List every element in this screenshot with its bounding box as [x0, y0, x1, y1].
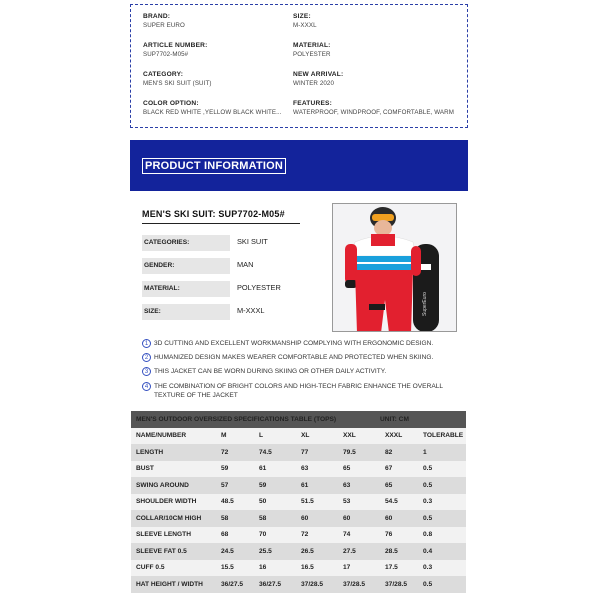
feature-text: HUMANIZED DESIGN MAKES WEARER COMFORTABLE AND PROTECTED WHEN SKIING. [154, 354, 434, 361]
table-cell: 17 [338, 560, 380, 577]
info-cell [293, 42, 457, 71]
feature-item [142, 367, 472, 376]
table-cell: 37/28.5 [338, 576, 380, 593]
spec-row-size [142, 304, 302, 320]
row-label: CUFF 0.5 [131, 560, 216, 577]
table-cell: 27.5 [338, 543, 380, 560]
row-label: HAT HEIGHT / WIDTH [131, 576, 216, 593]
feature-item [142, 339, 472, 348]
skier-illustration [333, 204, 457, 332]
table-row [131, 527, 466, 544]
spec-value: POLYESTER [237, 283, 281, 292]
info-grid [143, 13, 457, 129]
table-cell: 70 [254, 527, 296, 544]
spec-row-material [142, 281, 302, 297]
column-header: L [254, 428, 296, 445]
table-cell: 28.5 [380, 543, 418, 560]
info-value: MEN'S SKI SUIT (SUIT) [143, 80, 212, 87]
circle-number-icon: 1 [142, 339, 151, 348]
spec-row-gender [142, 258, 302, 274]
table-header-row [131, 428, 466, 445]
table-cell: 68 [216, 527, 254, 544]
table-cell: 17.5 [380, 560, 418, 577]
info-label: FEATURES: [293, 100, 333, 107]
table-cell: 76 [380, 527, 418, 544]
table-cell: 24.5 [216, 543, 254, 560]
table-row [131, 543, 466, 560]
table-cell: 60 [296, 510, 338, 527]
table-cell: 61 [254, 461, 296, 478]
table-cell: 61 [296, 477, 338, 494]
spec-label: MATERIAL: [142, 281, 230, 297]
info-label: ARTICLE NUMBER: [143, 42, 208, 49]
spec-label: SIZE: [142, 304, 230, 320]
table-cell: 77 [296, 444, 338, 461]
info-value: WINTER 2020 [293, 80, 334, 87]
table-cell: 58 [254, 510, 296, 527]
table-row [131, 477, 466, 494]
table-cell: 1 [418, 444, 466, 461]
table-cell: 53 [338, 494, 380, 511]
table-cell: 82 [380, 444, 418, 461]
spec-row-categories [142, 235, 302, 251]
table-row [131, 510, 466, 527]
title-underline [142, 223, 300, 224]
table-title: MEN'S OUTDOOR OVERSIZED SPECIFICATIONS TABLE (TOPS) [136, 415, 337, 423]
table-cell: 37/28.5 [296, 576, 338, 593]
table-cell: 72 [296, 527, 338, 544]
info-label: CATEGORY: [143, 71, 184, 78]
spec-value: MAN [237, 260, 254, 269]
info-label: NEW ARRIVAL: [293, 71, 344, 78]
table-cell: 51.5 [296, 494, 338, 511]
feature-text: THE COMBINATION OF BRIGHT COLORS AND HIGH-TECH FABRIC ENHANCE THE OVERALL TEXTURE OF THE JACKET [154, 383, 443, 399]
table-cell: 74 [338, 527, 380, 544]
spec-label: CATEGORIES: [142, 235, 230, 251]
row-label: BUST [131, 461, 216, 478]
column-header: XXXL [380, 428, 418, 445]
product-information-banner [130, 140, 468, 191]
table-cell: 74.5 [254, 444, 296, 461]
info-cell [143, 71, 293, 100]
table-cell: 54.5 [380, 494, 418, 511]
table-row [131, 560, 466, 577]
table-cell: 26.5 [296, 543, 338, 560]
table-cell: 0.5 [418, 477, 466, 494]
row-label: LENGTH [131, 444, 216, 461]
info-value: M-XXXL [293, 22, 317, 29]
circle-number-icon: 4 [142, 382, 151, 391]
row-label: SLEEVE LENGTH [131, 527, 216, 544]
row-label: SWING AROUND [131, 477, 216, 494]
table-cell: 72 [216, 444, 254, 461]
spec-value: SKI SUIT [237, 237, 268, 246]
circle-number-icon: 3 [142, 367, 151, 376]
info-label: BRAND: [143, 13, 171, 20]
table-cell: 16 [254, 560, 296, 577]
column-header: M [216, 428, 254, 445]
table-cell: 0.5 [418, 576, 466, 593]
banner-title: PRODUCT INFORMATION [142, 158, 286, 174]
spec-value: M-XXXL [237, 306, 265, 315]
size-specification-table [131, 411, 466, 593]
table-cell: 59 [216, 461, 254, 478]
table-cell: 36/27.5 [216, 576, 254, 593]
table-cell: 65 [380, 477, 418, 494]
table-cell: 0.3 [418, 560, 466, 577]
table-cell: 63 [296, 461, 338, 478]
info-value: WATERPROOF, WINDPROOF, COMFORTABLE, WARM [293, 109, 454, 116]
info-value: SUPER EURO [143, 22, 185, 29]
table-cell: 0.4 [418, 543, 466, 560]
column-header: XL [296, 428, 338, 445]
info-value: BLACK RED WHITE ,YELLOW BLACK WHITE... [143, 109, 282, 116]
feature-item [142, 353, 472, 362]
table-cell: 15.5 [216, 560, 254, 577]
table-cell: 59 [254, 477, 296, 494]
table-cell: 60 [380, 510, 418, 527]
table-cell: 63 [338, 477, 380, 494]
row-label: COLLAR/10CM HIGH [131, 510, 216, 527]
table-row [131, 576, 466, 593]
table-cell: 79.5 [338, 444, 380, 461]
column-header: NAME/NUMBER [131, 428, 216, 445]
info-label: SIZE: [293, 13, 311, 20]
table-cell: 0.3 [418, 494, 466, 511]
table-cell: 0.5 [418, 510, 466, 527]
info-cell [293, 13, 457, 42]
column-header: XXL [338, 428, 380, 445]
product-title: MEN'S SKI SUIT: SUP7702-M05# [142, 209, 285, 219]
snowboard-brand: SuperEuro [422, 292, 428, 316]
info-cell [143, 100, 293, 129]
table-cell: 65 [338, 461, 380, 478]
table-cell: 57 [216, 477, 254, 494]
product-info-box [130, 4, 468, 128]
circle-number-icon: 2 [142, 353, 151, 362]
row-label: SHOULDER WIDTH [131, 494, 216, 511]
table-cell: 25.5 [254, 543, 296, 560]
feature-text: THIS JACKET CAN BE WORN DURING SKIING OR OTHER DAILY ACTIVITY. [154, 368, 387, 375]
table-cell: 0.8 [418, 527, 466, 544]
table-cell: 0.5 [418, 461, 466, 478]
table-cell: 48.5 [216, 494, 254, 511]
product-photo [332, 203, 457, 332]
table-title-row [131, 411, 466, 428]
table-cell: 67 [380, 461, 418, 478]
info-label: COLOR OPTION: [143, 100, 199, 107]
info-cell [293, 100, 457, 129]
table-cell: 50 [254, 494, 296, 511]
info-cell [143, 42, 293, 71]
table-cell: 60 [338, 510, 380, 527]
info-value: POLYESTER [293, 51, 331, 58]
info-value: SUP7702-M05# [143, 51, 189, 58]
table-cell: 37/28.5 [380, 576, 418, 593]
table-cell: 16.5 [296, 560, 338, 577]
table-cell: 36/27.5 [254, 576, 296, 593]
info-label: MATERIAL: [293, 42, 331, 49]
table-cell: 58 [216, 510, 254, 527]
table-unit: UNIT: CM [380, 415, 409, 423]
column-header: TOLERABLE [418, 428, 466, 445]
info-cell [293, 71, 457, 100]
feature-item [142, 382, 472, 400]
table-row [131, 461, 466, 478]
feature-text: 3D CUTTING AND EXCELLENT WORKMANSHIP COMPLYING WITH ERGONOMIC DESIGN. [154, 340, 434, 347]
info-cell [143, 13, 293, 42]
table-row [131, 494, 466, 511]
spec-label: GENDER: [142, 258, 230, 274]
table-row [131, 444, 466, 461]
row-label: SLEEVE FAT 0.5 [131, 543, 216, 560]
